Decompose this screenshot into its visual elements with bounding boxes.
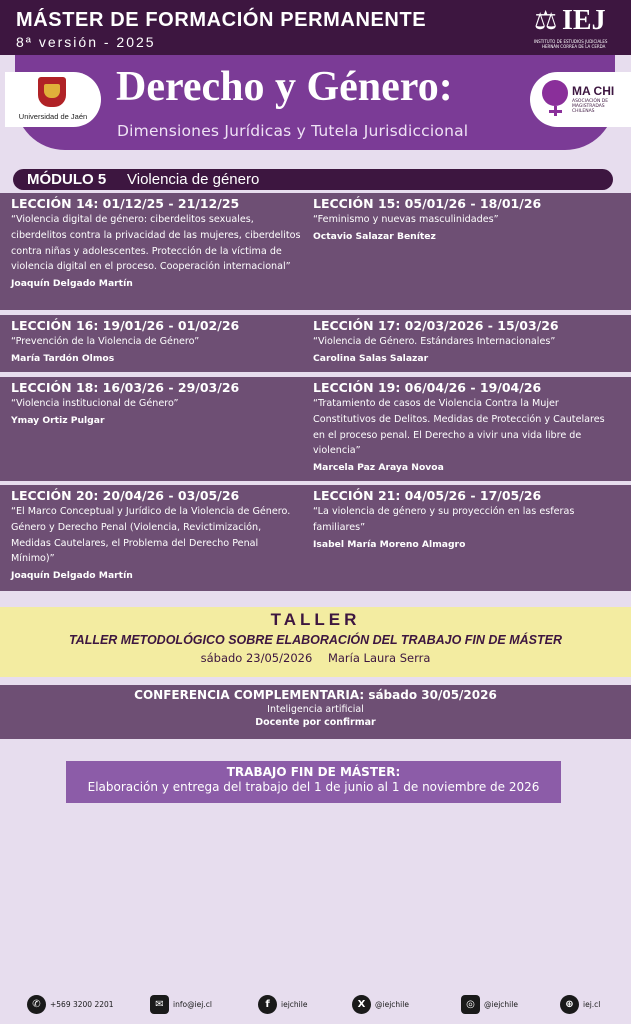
- lesson-card: [11, 193, 301, 291]
- course-title: Derecho y Género:: [116, 64, 453, 110]
- lesson-description: “Tratamiento de casos de Violencia Contra la Mujer Constitutivos de Delitos. Medidas de Protección y Cautelares en el proceso penal. El Derecho a vivir una vida libre de violencia”: [313, 398, 605, 457]
- contact-footer: [0, 992, 631, 1016]
- whatsapp-contact[interactable]: ✆ +569 3200 2201: [27, 992, 114, 1016]
- thesis-title: TRABAJO FIN DE MÁSTER:: [226, 765, 401, 779]
- lesson-card: [11, 315, 301, 366]
- lesson-description: “Feminismo y nuevas masculinidades”: [313, 214, 499, 225]
- universidad-jaen-logo: Universidad de Jaén: [5, 72, 101, 127]
- lesson-author: Carolina Salas Salazar: [313, 352, 429, 364]
- machi-logo: MA CHI ASOCIACIÓN DE MAGISTRADAS CHILENAS: [530, 72, 631, 127]
- lesson-card: [313, 377, 613, 475]
- whatsapp-icon: ✆: [27, 995, 46, 1014]
- course-subtitle: Dimensiones Jurídicas y Tutela Jurisdiccional: [117, 122, 469, 140]
- website-link[interactable]: ⊕ iej.cl: [560, 992, 600, 1016]
- workshop-heading: TALLER: [270, 610, 361, 629]
- lesson-description: “Violencia digital de género: ciberdelitos sexuales, ciberdelitos contra la privacidad de las mujeres, ciberdelitos contra niñas y adolescentes. Protección de la víctima de violencia digital en el proceso. Cooperación internacional”: [11, 214, 301, 273]
- program-title: MÁSTER DE FORMACIÓN PERMANENTE: [16, 9, 427, 31]
- lesson-card: [313, 193, 613, 244]
- lessons-row: [0, 193, 631, 310]
- lesson-title: LECCIÓN 14: 01/12/25 - 21/12/25: [11, 196, 240, 211]
- x-link[interactable]: X @iejchile: [352, 992, 409, 1016]
- lessons-row: [0, 377, 631, 481]
- lesson-title: LECCIÓN 16: 19/01/26 - 01/02/26: [11, 318, 240, 333]
- workshop-title: TALLER METODOLÓGICO SOBRE ELABORACIÓN DEL TRABAJO FIN DE MÁSTER: [68, 633, 563, 647]
- crest-icon: [38, 77, 66, 107]
- x-icon: X: [352, 995, 371, 1014]
- lesson-title: LECCIÓN 18: 16/03/26 - 29/03/26: [11, 380, 240, 395]
- lesson-card: [313, 485, 613, 552]
- lesson-description: “El Marco Conceptual y Jurídico de la Violencia de Género. Género y Derecho Penal (Violencia, Revictimización, Medidas Cautelares, el Problema del Derecho Penal Mínimo)”: [11, 506, 291, 565]
- lesson-author: María Tardón Olmos: [11, 352, 115, 364]
- lesson-description: “Violencia institucional de Género”: [11, 398, 179, 409]
- web-icon: ⊕: [560, 995, 579, 1014]
- module-name: Violencia de género: [127, 171, 260, 188]
- module-number: MÓDULO 5: [27, 171, 107, 188]
- workshop-person: María Laura Serra: [327, 651, 431, 665]
- lesson-card: [11, 377, 301, 428]
- conference-speaker: Docente por confirmar: [255, 717, 376, 728]
- lesson-card: [313, 315, 613, 366]
- module-bar: [13, 169, 613, 190]
- conference-title: CONFERENCIA COMPLEMENTARIA: sábado 30/05/2026: [134, 688, 497, 702]
- iej-logo: ⚖ IEJ INSTITUTO DE ESTUDIOS JUDICIALES HERNÁN CORREA DE LA CERDA: [534, 5, 608, 49]
- facebook-icon: f: [258, 995, 277, 1014]
- lesson-description: “Violencia de Género. Estándares Internacionales”: [313, 336, 556, 347]
- lesson-author: Isabel María Moreno Almagro: [313, 538, 466, 550]
- workshop-section: [0, 607, 631, 677]
- lesson-author: Octavio Salazar Benítez: [313, 230, 436, 242]
- lessons-row: [0, 315, 631, 372]
- lesson-card: [11, 485, 301, 583]
- email-contact[interactable]: ✉ info@iej.cl: [150, 992, 212, 1016]
- thesis-section: [66, 761, 561, 803]
- lesson-author: Joaquín Delgado Martín: [11, 570, 133, 582]
- conference-subject: Inteligencia artificial: [267, 704, 364, 715]
- lesson-author: Marcela Paz Araya Novoa: [313, 462, 444, 474]
- lesson-author: Joaquín Delgado Martín: [11, 278, 133, 290]
- header-bar: [0, 0, 631, 55]
- facebook-link[interactable]: f iejchile: [258, 992, 307, 1016]
- lesson-title: LECCIÓN 19: 06/04/26 - 19/04/26: [313, 380, 542, 395]
- lessons-row: [0, 485, 631, 591]
- scales-icon: ⚖: [534, 6, 558, 36]
- lesson-title: LECCIÓN 21: 04/05/26 - 17/05/26: [313, 488, 542, 503]
- thesis-text: Elaboración y entrega del trabajo del 1 de junio al 1 de noviembre de 2026: [87, 780, 540, 794]
- conference-section: [0, 685, 631, 739]
- workshop-details: [0, 651, 631, 665]
- lesson-description: “La violencia de género y su proyección en las esferas familiares”: [313, 506, 575, 533]
- workshop-date: sábado 23/05/2026: [200, 651, 313, 665]
- instagram-link[interactable]: ◎ @iejchile: [461, 992, 518, 1016]
- lesson-title: LECCIÓN 20: 20/04/26 - 03/05/26: [11, 488, 240, 503]
- lesson-title: LECCIÓN 15: 05/01/26 - 18/01/26: [313, 196, 542, 211]
- email-icon: ✉: [150, 995, 169, 1014]
- venus-icon: [542, 80, 568, 106]
- edition-label: 8ª versión - 2025: [16, 34, 156, 50]
- instagram-icon: ◎: [461, 995, 480, 1014]
- lesson-title: LECCIÓN 17: 02/03/2026 - 15/03/26: [313, 318, 559, 333]
- lesson-description: “Prevención de la Violencia de Género”: [11, 336, 200, 347]
- lesson-author: Ymay Ortiz Pulgar: [11, 414, 105, 426]
